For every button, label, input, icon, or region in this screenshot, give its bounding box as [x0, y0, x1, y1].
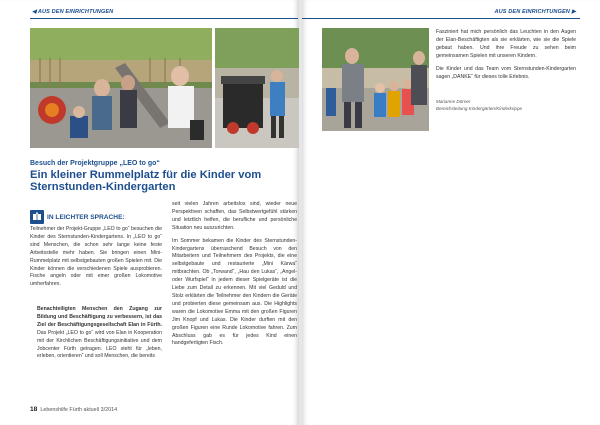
section-header-left: ◀ AUS DEN EINRICHTUNGEN	[32, 9, 114, 15]
easy-language-icon	[30, 210, 44, 224]
intro-bold: Benachteiligten Menschen den Zugang zur Bildung und Beschäftigung zu verbessern, ist das Ziel der Beschäftigungsgesellschaft Elan in Fürth.	[37, 306, 162, 328]
body-paragraph-2: Im Sommer bekamen die Kinder des Sternstunden-Kindergartens überraschend Besuch von den Mitarbeitern und Teilnehmern des Projekts, die eine selbstgebaute und restaurierte „Mini Kärwa“ mitbrachten. Ob „Torwand“, „Hau den Lukas“, „Angel- oder Wurfspiel“ in jedem dieser Spielgeräte ist die Liebe zum Detail zu erkennen. Mit viel Geduld und Stolz erklärten die Teilnehmer den Kindern die Geräte und probierten diese gemeinsam aus. Die Highlights waren die Lokomotive Emma mit den großen Figuren Jim Knopf und Lukas. Die Kinder durften mit den großen Figuren eine Runde Lokomotive fahren. Zum Abschluss gab es für jedes Kind einen handgefertigten Fisch.	[172, 237, 297, 347]
leichte-sprache-paragraph: Teilnehmer der Projekt-Gruppe „LEO to go“ besuchen die Kinder des Sternstunden-Kindergartens. In „LEO to go“ sind Menschen, die schon sehr lange keine feste Arbeitsstelle mehr haben. Sie bringen einen Mini-Rummelplatz mit selbstgebauten großen Spielen mit. Die Kinder können die verschiedenen Spiele ausprobieren. Fische angeln oder mit einer großen Lokomotive umherfahren.	[30, 226, 162, 288]
left-page	[0, 0, 299, 425]
body-paragraph-1: seit vielen Jahren arbeitslos sind, wieder neue Perspektiven schaffen, das Selbstwertgefühl stärken und letztlich helfen, die berufliche und persönliche Situation neu auszurichten.	[172, 201, 297, 231]
page-footer	[30, 406, 117, 413]
publication-name: Lebenshilfe Fürth aktuell 3/2014	[40, 407, 118, 413]
article-subtitle: Besuch der Projektgruppe „LEO to go“	[30, 160, 160, 167]
leichte-sprache-header	[30, 210, 125, 224]
intro-rest: Das Projekt „LEO to go“ wird von Elan in Kooperation mit der Kirchlichen Beschäftigungsinitiative und dem Jobcenter Fürth getragen. LEO steht für „leben, erleben, orientieren“ und soll Menschen, die bereits	[37, 329, 162, 360]
body-paragraph-4: Die Kinder und das Team vom Sternstunden-Kindergarten sagen „DANKE“ für dieses tolle Erlebnis.	[436, 65, 576, 80]
photo-group-kids	[322, 28, 429, 131]
body-column-2	[172, 201, 297, 353]
header-rule-left	[30, 18, 298, 19]
article-title: Ein kleiner Rummelplatz für die Kinder vom Sternstunden-Kindergarten	[30, 169, 262, 193]
header-rule-right	[302, 18, 580, 19]
section-header-right: AUS DEN EINRICHTUNGEN ▶	[494, 9, 576, 15]
author-name: Marianne Dörner	[436, 99, 471, 104]
author-role: Bereichsleitung Kindergärten/Kinderkrippe	[436, 106, 523, 111]
body-column-3	[436, 29, 576, 86]
photo-game-station	[30, 28, 212, 148]
leichte-sprache-label: IN LEICHTER SPRACHE:	[47, 213, 125, 221]
photo-locomotive	[215, 28, 299, 148]
body-paragraph-3: Fasziniert hat mich persönlich das Leuchten in den Augen der Elan-Beschäftigten als sie erklärten, wie sie die Spiele gebaut haben. Und ihre Freude zu sehen beim gemeinsamen Spielen mit unseren Kindern.	[436, 29, 576, 59]
intro-column	[37, 306, 162, 366]
leichte-sprache-text	[30, 226, 162, 294]
right-page	[302, 0, 600, 425]
page-number: 18	[30, 406, 38, 413]
intro-paragraph	[37, 306, 162, 361]
